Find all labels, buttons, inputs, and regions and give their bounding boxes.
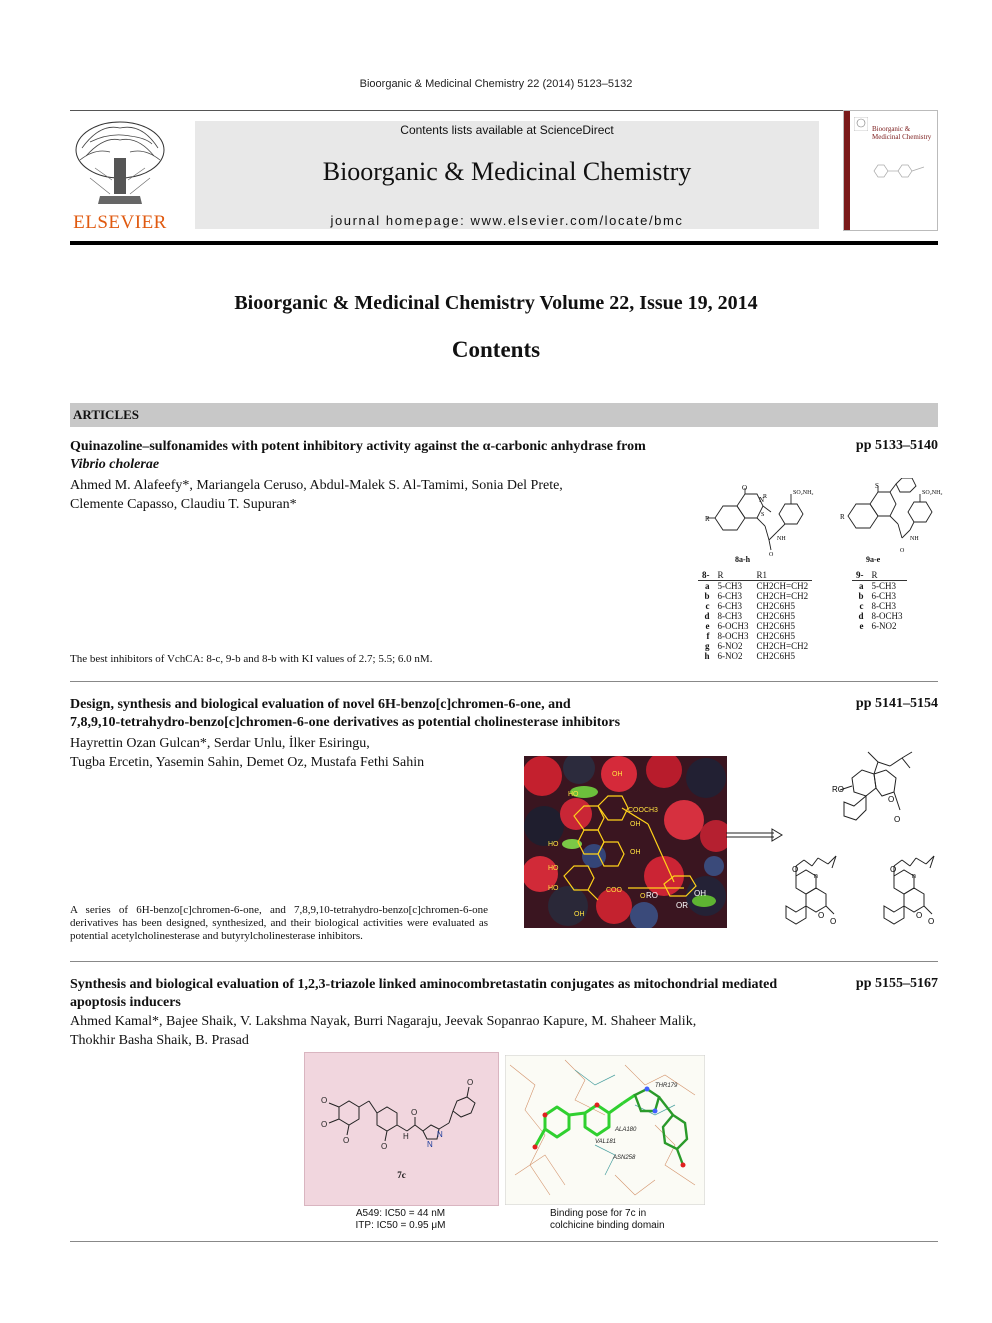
svg-text:HO: HO — [548, 865, 559, 872]
transformation-arrow-icon — [726, 828, 784, 842]
article-separator — [70, 961, 938, 962]
svg-text:O: O — [928, 917, 935, 926]
article-1-authors-line2: Clemente Capasso, Claudiu T. Supuran* — [70, 497, 297, 512]
article-3-title-line2: apoptosis inducers — [70, 995, 181, 1010]
compound-8-table — [698, 570, 812, 661]
svg-text:N: N — [427, 1140, 433, 1149]
journal-citation: Bioorganic & Medicinal Chemistry 22 (2014) 5123–5132 — [359, 78, 633, 90]
svg-text:R: R — [763, 494, 768, 500]
svg-text:VAL181: VAL181 — [595, 1139, 617, 1145]
svg-text:OR: OR — [676, 901, 688, 910]
cover-title: Bioorganic & Medicinal Chemistry — [872, 125, 932, 141]
chromenone-amine-structure — [828, 748, 938, 838]
tetrahydrobenzochromenone-structure — [876, 852, 938, 944]
section-label: ARTICLES — [73, 407, 140, 422]
svg-text:RO: RO — [646, 891, 658, 900]
svg-text:N: N — [437, 1130, 443, 1139]
article-3-title[interactable] — [70, 976, 850, 1012]
article-1-authors-line1: Ahmed M. Alafeefy*, Mariangela Ceruso, Abdul-Malek S. Al-Tamimi, Sonia Del Prete, — [70, 478, 563, 493]
journal-cover-thumbnail — [843, 110, 938, 231]
svg-text:n: n — [912, 873, 916, 880]
article-2-title[interactable] — [70, 696, 830, 732]
pose-caption-line1: Binding pose for 7c in — [550, 1208, 647, 1219]
journal-name: Bioorganic & Medicinal Chemistry — [322, 157, 692, 186]
article-2-authors-line1: Hayrettin Ozan Gulcan*, Serdar Unlu, İlker Esiringu, — [70, 736, 370, 751]
ic50-values — [304, 1208, 497, 1232]
article-3-authors-line2: Thokhir Basha Shaik, B. Prasad — [70, 1033, 249, 1048]
svg-text:n: n — [814, 873, 818, 880]
svg-text:O: O — [640, 893, 646, 900]
journal-banner — [195, 121, 819, 229]
svg-text:SO₂NH₂: SO₂NH₂ — [793, 490, 814, 496]
svg-text:S: S — [761, 512, 765, 518]
table-8-header-id: 8- — [702, 570, 710, 580]
svg-text:ASN258: ASN258 — [613, 1155, 636, 1161]
svg-text:R: R — [840, 513, 845, 521]
table-row: b 6-CH3 CH2CH=CH2 — [704, 591, 809, 601]
article-separator — [70, 1241, 938, 1242]
cover-mini-logo-icon — [854, 117, 868, 131]
compound-7c-panel — [304, 1052, 499, 1206]
compound-9-label: 9a-e — [866, 555, 881, 564]
article-1-authors — [70, 476, 630, 514]
svg-text:OH: OH — [630, 849, 641, 856]
svg-text:O: O — [890, 865, 897, 874]
svg-text:OH: OH — [612, 771, 623, 778]
table-8-header-r1: R1 — [756, 570, 768, 580]
table-row: e 6-NO2 — [859, 621, 897, 631]
svg-text:RO: RO — [832, 785, 844, 794]
svg-text:O: O — [769, 552, 774, 558]
article-3-authors-line1: Ahmed Kamal*, Bajee Shaik, V. Lakshma Nayak, Burri Nagaraju, Jeevak Sopanrao Kapure, M. Shaheer Malik, — [70, 1014, 697, 1029]
svg-text:O: O — [321, 1120, 328, 1129]
svg-text:O: O — [888, 795, 895, 804]
svg-text:R: R — [705, 515, 710, 523]
svg-text:O: O — [467, 1078, 474, 1087]
svg-text:NH: NH — [777, 536, 786, 542]
svg-text:SO₂NH₂: SO₂NH₂ — [922, 490, 943, 496]
article-3-title-line1: Synthesis and biological evaluation of 1,2,3-triazole linked aminocombretastatin conjugates as mitochondrial mediated — [70, 977, 778, 992]
volume-title: Bioorganic & Medicinal Chemistry Volume 22, Issue 19, 2014 — [234, 292, 758, 314]
article-3-pages: pp 5155–5167 — [855, 976, 938, 991]
article-2-pages: pp 5141–5154 — [855, 696, 938, 711]
svg-text:OH: OH — [630, 821, 641, 828]
svg-text:O: O — [381, 1142, 388, 1151]
journal-homepage[interactable]: journal homepage: www.elsevier.com/locate/bmc — [330, 213, 684, 228]
ic50-line2: ITP: IC50 = 0.95 μM — [355, 1220, 446, 1231]
article-2-authors — [70, 734, 510, 772]
svg-text:O: O — [830, 917, 837, 926]
table-row: c 8-CH3 — [859, 601, 896, 611]
svg-text:O: O — [894, 815, 901, 824]
ch-o: O — [742, 484, 748, 492]
article-2-abstract: A series of 6H-benzo[c]chromen-6-one, and 7,8,9,10-tetrahydro-benzo[c]chromen-6-one derivatives has been designed, synthesized, and their biological activities were evaluated as potential acetylcholinesterase and butyrylcholinesterase inhibitors. — [70, 904, 488, 942]
article-1-pages: pp 5133–5140 — [855, 438, 938, 453]
svg-text:OH: OH — [574, 911, 585, 918]
article-1-title[interactable] — [70, 438, 830, 474]
table-row: a 5-CH3 CH2CH=CH2 — [705, 581, 809, 591]
table-row: b 6-CH3 — [858, 591, 896, 601]
compound-9-structure — [840, 478, 950, 562]
article-2-title-line1: Design, synthesis and biological evaluation of novel 6H-benzo[c]chromen-6-one, and — [70, 697, 571, 712]
svg-text:N: N — [759, 496, 765, 504]
table-9-header-id: 9- — [856, 570, 864, 580]
article-2-authors-line2: Tugba Ercetin, Yasemin Sahin, Demet Oz, Mustafa Fethi Sahin — [70, 755, 425, 770]
svg-text:H: H — [403, 1132, 409, 1141]
svg-text:O: O — [900, 548, 905, 554]
svg-text:COO: COO — [606, 887, 622, 894]
table-row: d 8-CH3 CH2C6H5 — [704, 611, 796, 621]
articles-section-bar — [70, 403, 938, 427]
table-row: h 6-NO2 CH2C6H5 — [704, 651, 796, 661]
svg-text:S: S — [875, 482, 879, 490]
elsevier-logo-text: ELSEVIER — [73, 212, 167, 233]
cover-stripe — [844, 111, 850, 230]
table-row: c 6-CH3 CH2C6H5 — [705, 601, 796, 611]
table-8-header-r: R — [717, 570, 724, 580]
compound-7c-structure — [317, 1073, 489, 1173]
contents-heading: Contents — [451, 337, 541, 362]
svg-text:HO: HO — [548, 841, 559, 848]
svg-text:OH: OH — [694, 889, 706, 898]
svg-text:O: O — [343, 1136, 350, 1145]
article-1-abstract: The best inhibitors of VchCA: 8-c, 9-b and 8-b with KI values of 2.7; 5.5; 6.0 nM. — [70, 653, 433, 665]
sciencedirect-availability: Contents lists available at ScienceDirect — [400, 123, 614, 137]
compound-8-structure — [705, 484, 820, 564]
compound-9-table — [852, 570, 907, 631]
svg-text:O: O — [916, 911, 923, 920]
svg-text:O: O — [792, 865, 799, 874]
table-9-header-r: R — [871, 570, 878, 580]
svg-text:ALA180: ALA180 — [615, 1127, 637, 1133]
benzochromenone-structure — [778, 852, 840, 944]
compound-8-label: 8a-h — [735, 555, 751, 564]
elsevier-tree-logo — [70, 118, 170, 210]
article-separator — [70, 681, 938, 682]
header-thick-rule — [70, 241, 938, 245]
article-2-title-line2: 7,8,9,10-tetrahydro-benzo[c]chromen-6-one derivatives as potential cholinesterase inhibitors — [70, 715, 621, 730]
table-row: d 8-OCH3 — [858, 611, 903, 621]
ic50-line1: A549: IC50 = 44 nM — [355, 1208, 446, 1219]
table-row: a 5-CH3 — [859, 581, 896, 591]
article-1-title-line2: Vibrio cholerae — [70, 457, 160, 472]
binding-pose-caption — [550, 1208, 710, 1232]
compound-7c-label: 7c — [397, 1170, 406, 1180]
svg-text:HO: HO — [568, 791, 579, 798]
svg-text:NH: NH — [910, 536, 919, 542]
pose-caption-line2: colchicine binding domain — [550, 1220, 665, 1231]
svg-text:O: O — [818, 911, 825, 920]
article-3-authors — [70, 1012, 830, 1050]
svg-text:THR179: THR179 — [655, 1083, 678, 1089]
berries-graphical-abstract-image — [524, 756, 727, 928]
svg-text:COOCH3: COOCH3 — [628, 807, 658, 814]
binding-pose-image — [505, 1055, 705, 1205]
table-row: g 6-NO2 CH2CH=CH2 — [705, 641, 809, 651]
cover-structure-icon — [868, 161, 930, 181]
svg-text:O: O — [321, 1096, 328, 1105]
svg-text:HO: HO — [548, 885, 559, 892]
article-1-title-line1: Quinazoline–sulfonamides with potent inhibitory activity against the α-carbonic anhydrase from — [70, 439, 646, 454]
table-row: f 8-OCH3 CH2C6H5 — [706, 631, 796, 641]
header-rule — [70, 110, 938, 111]
table-row: e 6-OCH3 CH2C6H5 — [705, 621, 796, 631]
svg-text:O: O — [411, 1108, 418, 1117]
